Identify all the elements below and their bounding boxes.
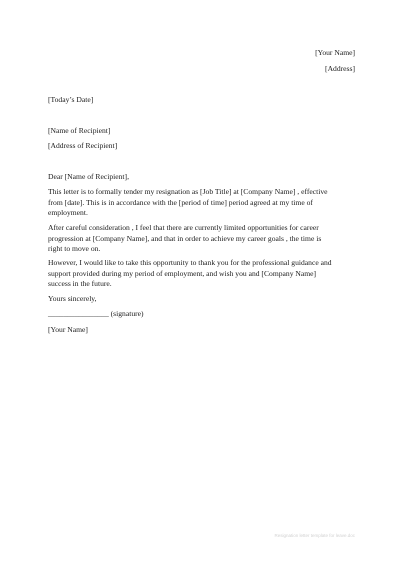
paragraph-line: success in the future.: [48, 279, 112, 288]
paragraph-line: progression at [Company Name], and that in order to achieve my career goals , the time is: [48, 233, 322, 243]
signoff-name: [Your Name]: [48, 325, 88, 334]
closing: Yours sincerely,: [48, 294, 97, 303]
paragraph-line: support provided during my period of employment, and wish you and [Company Name]: [48, 268, 317, 278]
signature-line: ________________: [48, 309, 109, 318]
signature-block: [48, 309, 144, 320]
paragraph-reason: [48, 223, 356, 255]
paragraph-line: However, I would like to take this opportunity to thank you for the professional guidance and: [48, 258, 332, 267]
paragraph-line: from [date]. This is in accordance with the [period of time] period agreed at my time of: [48, 197, 313, 207]
signature-label: (signature): [110, 309, 144, 318]
paragraph-thanks: [48, 258, 356, 290]
paragraph-resignation: [48, 187, 356, 219]
recipient-name: [Name of Recipient]: [48, 126, 111, 135]
salutation: Dear [Name of Recipient],: [48, 172, 129, 181]
recipient-address: [Address of Recipient]: [48, 141, 118, 150]
paragraph-line: This letter is to formally tender my resignation as [Job Title] at [Company Name] , effective: [48, 187, 328, 196]
paragraph-line: After careful consideration , I feel that there are currently limited opportunities for career: [48, 223, 319, 232]
footer-watermark: Resignation letter template for leave.doc: [274, 533, 355, 538]
letter-date: [Today’s Date]: [48, 95, 94, 104]
paragraph-line: employment.: [48, 208, 88, 217]
paragraph-line: right to move on.: [48, 244, 101, 253]
sender-address: [Address]: [325, 64, 355, 73]
sender-name: [Your Name]: [315, 48, 355, 57]
